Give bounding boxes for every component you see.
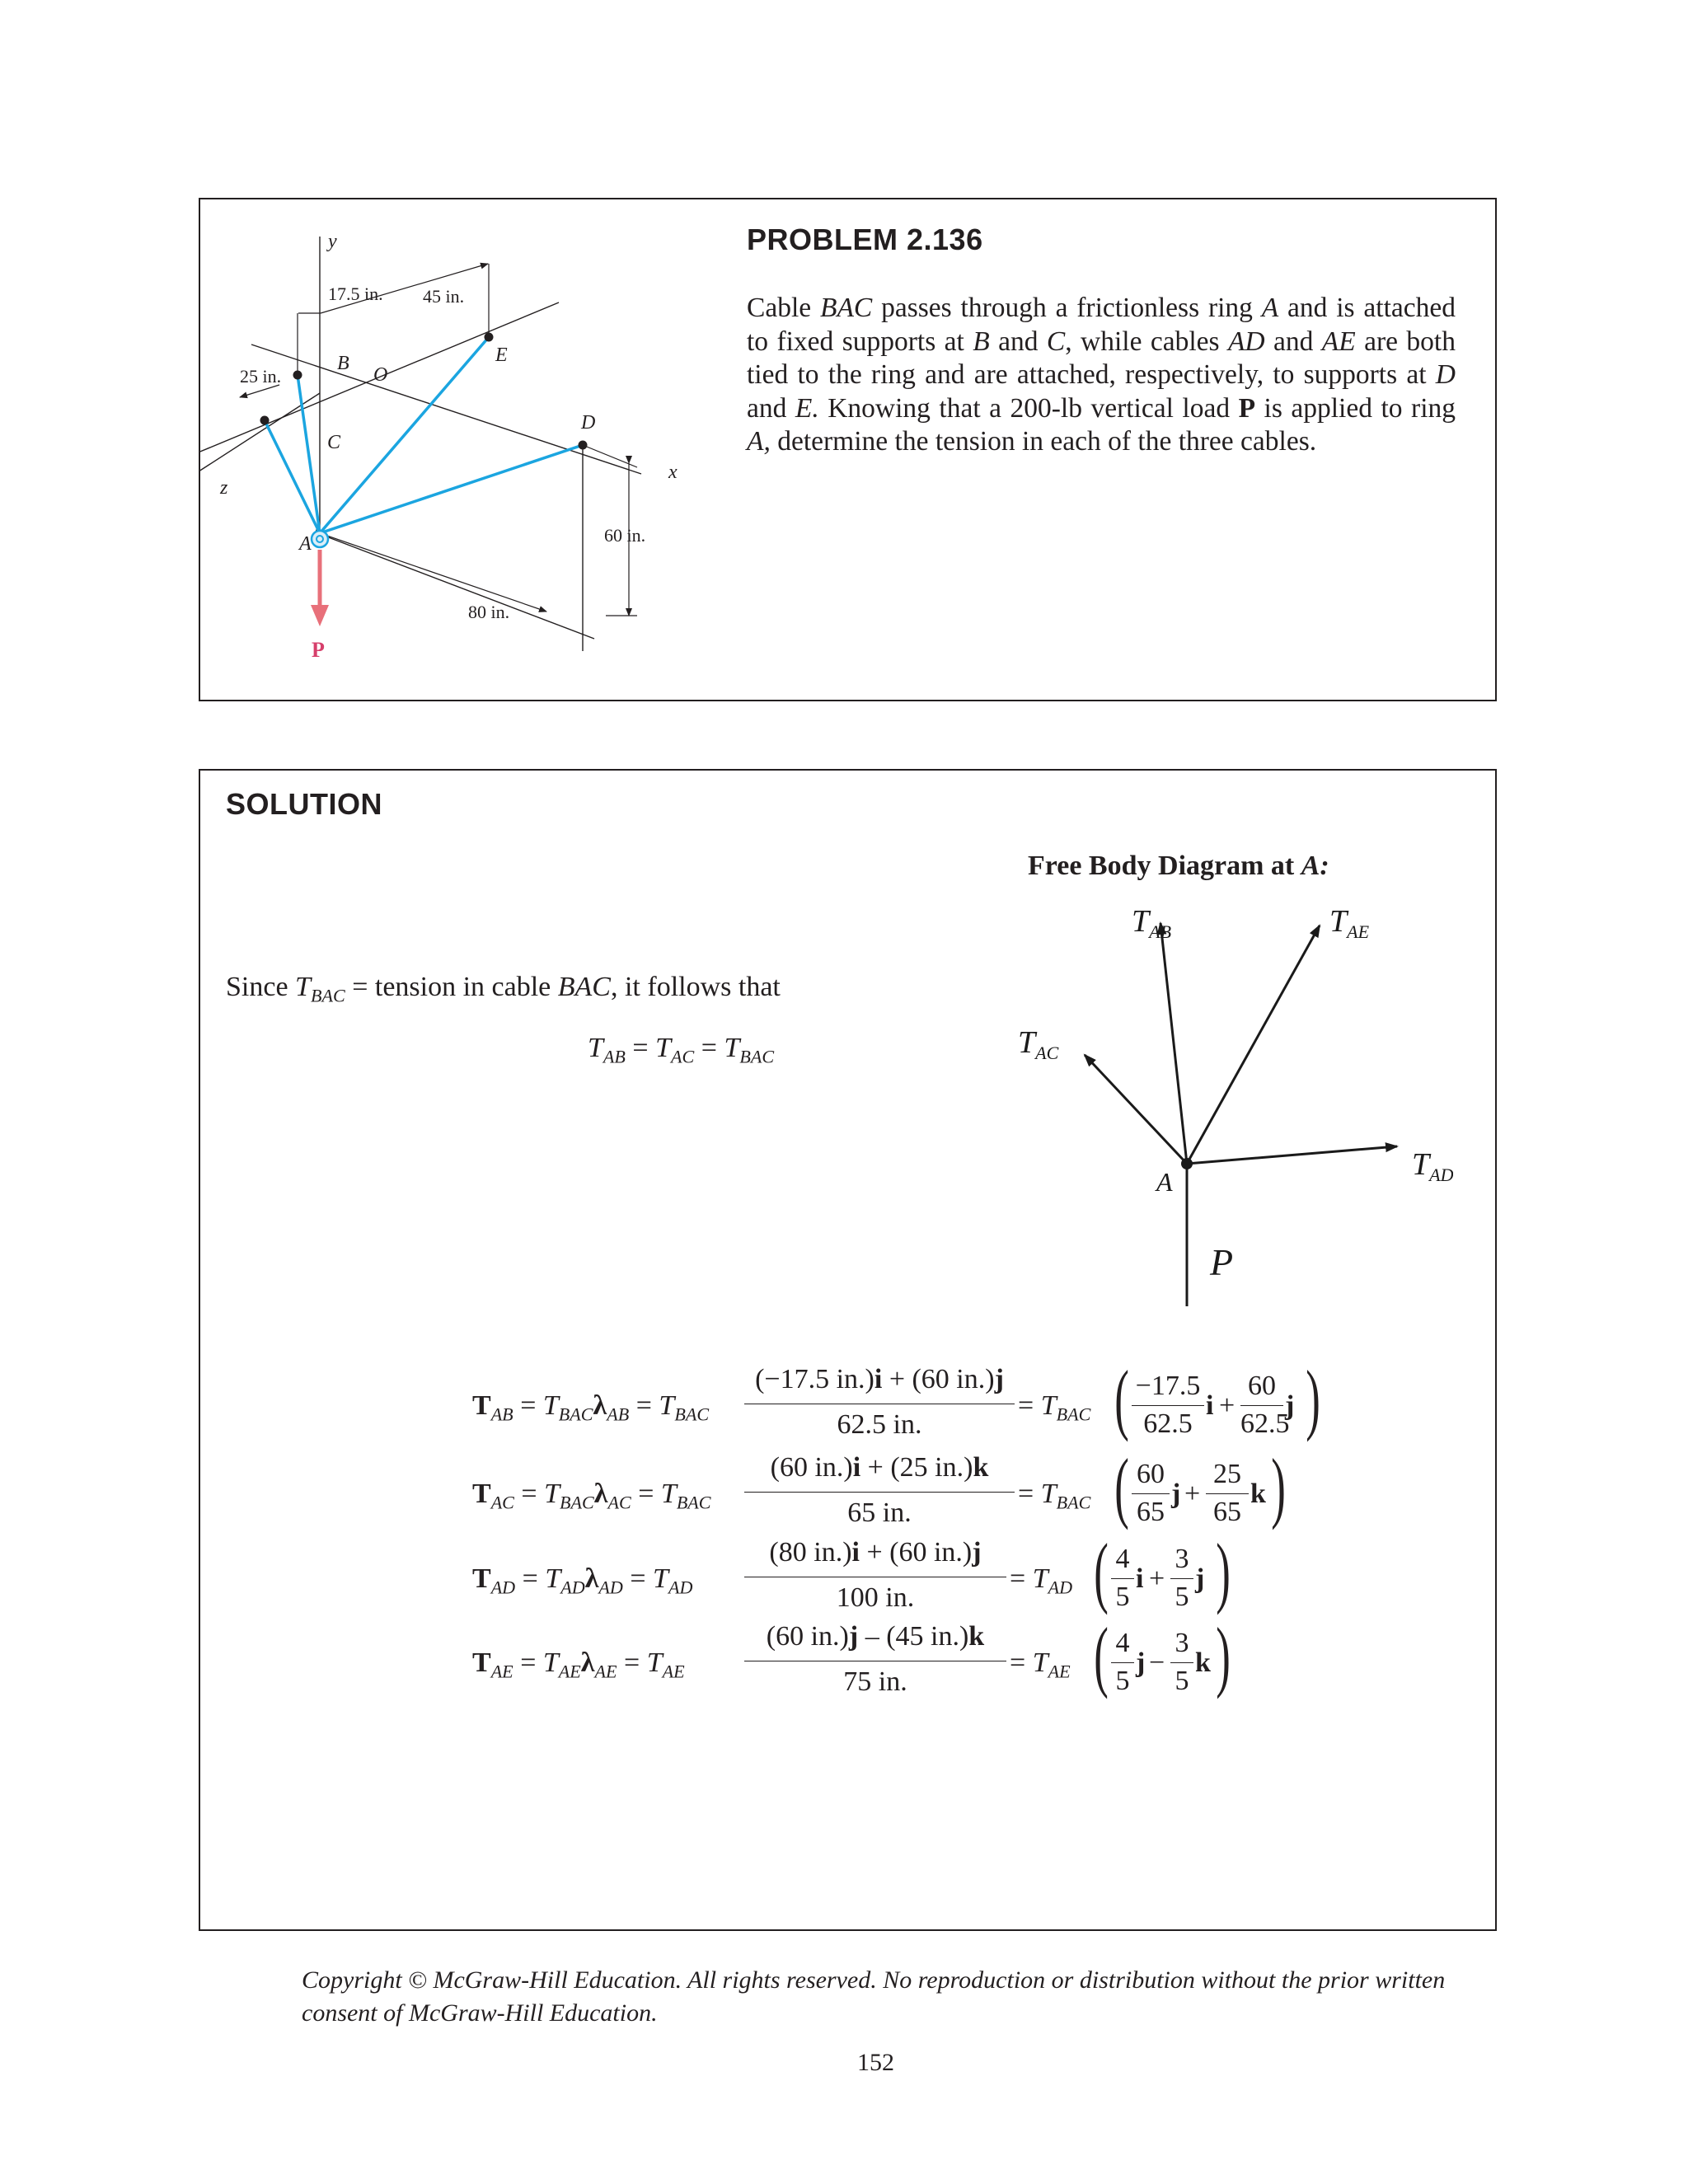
- tension-scalar-subscript: BAC: [674, 1404, 710, 1425]
- right-parenthesis: ): [1216, 1611, 1231, 1699]
- equals-sign: =: [513, 1390, 543, 1421]
- operator-sign: +: [1219, 1390, 1236, 1421]
- equals-sign: =: [1018, 1390, 1041, 1421]
- position-vector-fraction: [744, 1364, 1015, 1446]
- coefficient-denominator: 5: [1175, 1582, 1189, 1612]
- ring-a: [312, 531, 328, 547]
- tension-scalar-subscript: BAC: [1056, 1404, 1091, 1425]
- point-c: [260, 416, 270, 425]
- left-parenthesis: (: [1094, 1527, 1109, 1615]
- fraction-denominator: 62.5 in.: [837, 1409, 922, 1440]
- fraction-numerator: [744, 1364, 1015, 1395]
- label-c: C: [327, 432, 341, 453]
- lambda-subscript: AB: [607, 1404, 630, 1425]
- free-body-diagram: [992, 894, 1453, 1306]
- equation-rhs: [1010, 1647, 1071, 1683]
- equals-sign: =: [1018, 1479, 1041, 1509]
- coefficient-fraction: [1240, 1371, 1290, 1445]
- statement-fragment: and is attached to fixed supports at: [747, 293, 1456, 357]
- numerator-part: (−17.5 in.): [755, 1364, 874, 1394]
- fraction-bar: [1111, 1578, 1134, 1579]
- unit-vector-symbol: i: [851, 1537, 860, 1568]
- equals-sign: =: [617, 1647, 647, 1678]
- statement-fragment: B: [973, 326, 990, 357]
- 25in-dim: [240, 385, 279, 397]
- statement-fragment: and: [989, 326, 1047, 357]
- label-e: E: [495, 344, 508, 366]
- tension-equality: $T_{AB} = T_{AC} = T_{BAC}$: [588, 1033, 775, 1067]
- tension-scalar: T: [545, 1563, 561, 1594]
- label-z: z: [220, 477, 228, 499]
- right-parenthesis: ): [1271, 1442, 1286, 1530]
- label-x: x: [668, 462, 678, 483]
- tension-scalar: T: [660, 1479, 677, 1509]
- 80in-dim: [322, 534, 546, 612]
- statement-fragment: A,: [747, 426, 771, 457]
- coefficient-denominator: 62.5: [1240, 1408, 1290, 1439]
- tension-scalar-subscript: AE: [1048, 1661, 1071, 1682]
- page-number: 152: [857, 2049, 894, 2076]
- statement-fragment: is applied to ring: [1255, 392, 1456, 424]
- unit-vector-symbol: j: [1195, 1563, 1205, 1594]
- coefficient-fraction: [1170, 1628, 1193, 1702]
- equation-rhs: [1018, 1390, 1090, 1426]
- unit-vector-symbol: j: [1136, 1647, 1146, 1678]
- fraction-numerator: [744, 1537, 1006, 1568]
- numerator-part: (80 in.): [769, 1537, 852, 1568]
- unit-vector-symbol: k: [968, 1621, 985, 1652]
- equals-sign: =: [622, 1563, 654, 1594]
- statement-fragment: and: [747, 392, 795, 424]
- fraction-bar: [1240, 1405, 1283, 1406]
- problem-title: PROBLEM 2.136: [747, 223, 983, 256]
- position-vector-fraction: [744, 1452, 1015, 1535]
- statement-fragment: Cable: [747, 293, 820, 323]
- equation-rhs: [1018, 1479, 1090, 1514]
- unit-vector-symbol: j: [972, 1537, 982, 1568]
- unit-vector-symbol: k: [973, 1452, 989, 1483]
- tension-scalar-subscript: AD: [1048, 1577, 1073, 1598]
- statement-fragment: D: [1435, 359, 1456, 390]
- coefficient-numerator: 60: [1248, 1371, 1276, 1401]
- statement-fragment: P: [1238, 392, 1256, 424]
- coefficient-denominator: 62.5: [1143, 1408, 1193, 1439]
- equals-sign: =: [513, 1647, 543, 1678]
- statement-fragment: passes through a frictionless ring: [872, 293, 1262, 323]
- label-p: P: [312, 638, 325, 662]
- dim-60in: 60 in.: [604, 525, 646, 546]
- equals-sign: =: [631, 1479, 661, 1509]
- numerator-part: + (25 in.): [860, 1452, 973, 1483]
- coefficient-denominator: 5: [1115, 1582, 1130, 1612]
- fbd-vector-tac: [1085, 1055, 1187, 1164]
- equation-lhs: [472, 1647, 685, 1683]
- fbd-label-tab: $T_{AB}$: [1132, 904, 1172, 942]
- fraction-denominator: 75 in.: [843, 1666, 907, 1697]
- coefficient-denominator: 65: [1137, 1497, 1165, 1527]
- dim-45in: 45 in.: [423, 286, 465, 307]
- dim-17-5in: 17.5 in.: [328, 284, 383, 304]
- statement-fragment: AD: [1227, 326, 1265, 357]
- fraction-bar: [1170, 1578, 1193, 1579]
- since-sentence: Since $T_{BAC}$ = tension in cable BAC, it follows that: [226, 972, 781, 1006]
- equation-lhs: [472, 1390, 709, 1426]
- fraction-numerator: [744, 1621, 1006, 1652]
- lambda-subscript: AC: [607, 1492, 631, 1513]
- right-parenthesis: ): [1216, 1527, 1231, 1615]
- tension-scalar: T: [1032, 1563, 1048, 1594]
- equals-sign: =: [515, 1563, 546, 1594]
- numerator-part: – (45 in.): [858, 1621, 969, 1652]
- operator-sign: +: [1184, 1479, 1201, 1509]
- point-e: [485, 333, 494, 342]
- unit-vector-symbol: j: [994, 1364, 1004, 1394]
- fraction-bar: [1132, 1493, 1170, 1494]
- equation-lhs: [472, 1479, 711, 1514]
- position-vector-fraction: [744, 1621, 1006, 1704]
- fraction-denominator: 65 in.: [847, 1497, 912, 1528]
- solution-box: [199, 769, 1497, 1931]
- fbd-label-tac: $T_{AC}$: [1018, 1025, 1059, 1063]
- tension-scalar: T: [1040, 1479, 1057, 1509]
- problem-statement: [747, 292, 1456, 459]
- tension-scalar-subscript: BAC: [558, 1404, 593, 1425]
- statement-fragment: are both tied to the ring and are attached, respectively, to supports at: [747, 326, 1456, 390]
- label-y: y: [328, 231, 337, 252]
- tension-scalar: T: [646, 1647, 663, 1678]
- fraction-bar: [1170, 1662, 1193, 1663]
- coefficient-fraction: [1206, 1459, 1249, 1533]
- point-b: [293, 371, 302, 380]
- dim-80in: 80 in.: [468, 602, 510, 622]
- numerator-part: (60 in.): [766, 1621, 849, 1652]
- fbd-vector-tae: [1187, 926, 1320, 1164]
- equals-sign: =: [629, 1390, 659, 1421]
- fbd-vector-tab: [1160, 923, 1187, 1164]
- fraction-denominator: 100 in.: [836, 1582, 915, 1613]
- coefficient-numerator: 4: [1115, 1628, 1130, 1658]
- unit-vector-symbol: i: [1136, 1563, 1144, 1594]
- fraction-bar: [1206, 1493, 1249, 1494]
- copyright-notice: Copyright © McGraw-Hill Education. All rights reserved. No reproduction or distribution without the prior written consent of McGraw-Hill Education.: [302, 1966, 1446, 2027]
- unit-vector-symbol: j: [1285, 1390, 1295, 1421]
- coefficient-fraction: [1132, 1371, 1204, 1445]
- tension-scalar-subscript: AE: [558, 1661, 581, 1682]
- coefficient-fraction: [1132, 1459, 1170, 1533]
- left-parenthesis: (: [1114, 1442, 1129, 1530]
- left-parenthesis: (: [1094, 1611, 1109, 1699]
- unit-vector-symbol: i: [1206, 1390, 1214, 1421]
- coefficient-numerator: 3: [1175, 1628, 1189, 1658]
- tension-vector: T: [472, 1563, 491, 1594]
- fraction-bar: [1132, 1405, 1204, 1406]
- coefficient-numerator: 60: [1137, 1459, 1165, 1489]
- problem-figure: [200, 199, 695, 694]
- tension-scalar-subscript: AE: [662, 1661, 685, 1682]
- statement-fragment: , while cables: [1065, 326, 1228, 357]
- fbd-label-tae: $T_{AE}$: [1329, 904, 1370, 942]
- tension-scalar-subscript: AD: [668, 1577, 693, 1598]
- equals-sign: =: [513, 1479, 545, 1509]
- equals-sign: =: [1010, 1647, 1033, 1678]
- operator-sign: +: [1149, 1563, 1165, 1594]
- fbd-label-p: P: [1210, 1241, 1234, 1283]
- equation-row-ab: [200, 1354, 1494, 1446]
- coefficient-fraction: [1111, 1544, 1134, 1618]
- coefficient-denominator: 5: [1115, 1666, 1130, 1696]
- lambda-symbol: λ: [584, 1563, 599, 1594]
- right-parenthesis: ): [1306, 1354, 1320, 1442]
- label-a: A: [299, 533, 312, 555]
- tension-scalar: T: [1032, 1647, 1048, 1678]
- statement-fragment: and: [1264, 326, 1322, 357]
- fraction-bar: [1111, 1662, 1134, 1663]
- position-vector-fraction: [744, 1537, 1006, 1619]
- fbd-label-a: A: [1156, 1167, 1173, 1197]
- tension-subscript: AD: [490, 1577, 516, 1598]
- statement-fragment: C: [1046, 326, 1066, 357]
- statement-fragment: Knowing that a 200-lb vertical load: [818, 392, 1239, 424]
- tension-scalar-subscript: BAC: [1056, 1492, 1091, 1513]
- statement-fragment: AE: [1321, 326, 1356, 357]
- coefficient-numerator: 3: [1175, 1544, 1189, 1574]
- equals-sign: =: [1010, 1563, 1033, 1594]
- equation-row-ad: [200, 1527, 1494, 1619]
- numerator-part: + (60 in.): [859, 1537, 973, 1568]
- fbd-vector-tad: [1187, 1146, 1397, 1164]
- tension-scalar-subscript: BAC: [676, 1492, 711, 1513]
- coefficient-fraction: [1170, 1544, 1193, 1618]
- fraction-bar: [744, 1492, 1015, 1493]
- coefficient-numerator: 25: [1213, 1459, 1241, 1489]
- coefficient-numerator: −17.5: [1135, 1371, 1201, 1401]
- label-o: O: [373, 364, 388, 386]
- tension-scalar: T: [542, 1647, 559, 1678]
- tension-subscript: AC: [490, 1492, 514, 1513]
- lambda-symbol: λ: [593, 1479, 608, 1509]
- fbd-label-tad: $T_{AD}$: [1412, 1147, 1453, 1185]
- equation-row-ac: [200, 1442, 1494, 1535]
- equation-row-ae: [200, 1611, 1494, 1704]
- equation-rhs: [1010, 1563, 1072, 1599]
- fbd-point-a: [1181, 1158, 1193, 1169]
- unit-vector-symbol: i: [874, 1364, 883, 1394]
- solution-title: SOLUTION: [226, 787, 382, 821]
- operator-sign: −: [1149, 1647, 1165, 1678]
- tension-scalar-subscript: BAC: [560, 1492, 594, 1513]
- statement-fragment: E.: [795, 392, 819, 424]
- left-parenthesis: (: [1114, 1354, 1129, 1442]
- lambda-subscript: AD: [598, 1577, 623, 1598]
- statement-fragment: A: [1261, 293, 1279, 323]
- tension-scalar-subscript: AD: [560, 1577, 585, 1598]
- coefficient-numerator: 4: [1115, 1544, 1130, 1574]
- statement-fragment: determine the tension in each of the three cables.: [770, 426, 1317, 457]
- label-b: B: [337, 353, 349, 374]
- dim-25in: 25 in.: [240, 366, 282, 387]
- lambda-subscript: AE: [594, 1661, 617, 1682]
- statement-fragment: BAC: [819, 293, 873, 323]
- tension-scalar: T: [659, 1390, 675, 1421]
- tension-vector: T: [472, 1479, 491, 1509]
- coefficient-fraction: [1111, 1628, 1134, 1702]
- tension-scalar: T: [1040, 1390, 1057, 1421]
- lambda-symbol: λ: [580, 1647, 595, 1678]
- numerator-part: (60 in.): [770, 1452, 853, 1483]
- unit-vector-symbol: k: [1250, 1479, 1266, 1509]
- tension-subscript: AE: [490, 1661, 513, 1682]
- coefficient-denominator: 65: [1213, 1497, 1241, 1527]
- lambda-symbol: λ: [593, 1390, 607, 1421]
- numerator-part: + (60 in.): [882, 1364, 995, 1394]
- equation-lhs: [472, 1563, 692, 1599]
- unit-vector-symbol: j: [1171, 1479, 1181, 1509]
- point-d: [579, 441, 588, 450]
- label-d: D: [581, 412, 596, 434]
- tension-subscript: AB: [490, 1404, 513, 1425]
- unit-vector-symbol: j: [848, 1621, 859, 1652]
- bottom-dimension-line: [320, 534, 594, 639]
- fbd-title: Free Body Diagram at A:: [1028, 851, 1329, 881]
- unit-vector-symbol: k: [1195, 1647, 1211, 1678]
- tension-vector: T: [472, 1390, 491, 1421]
- problem-box: [199, 198, 1497, 701]
- tension-vector: T: [472, 1647, 491, 1678]
- unit-vector-symbol: i: [852, 1452, 861, 1483]
- fraction-numerator: [744, 1452, 1015, 1483]
- tension-scalar: T: [653, 1563, 668, 1594]
- tension-scalar: T: [542, 1390, 559, 1421]
- tension-scalar: T: [544, 1479, 560, 1509]
- coefficient-denominator: 5: [1175, 1666, 1189, 1696]
